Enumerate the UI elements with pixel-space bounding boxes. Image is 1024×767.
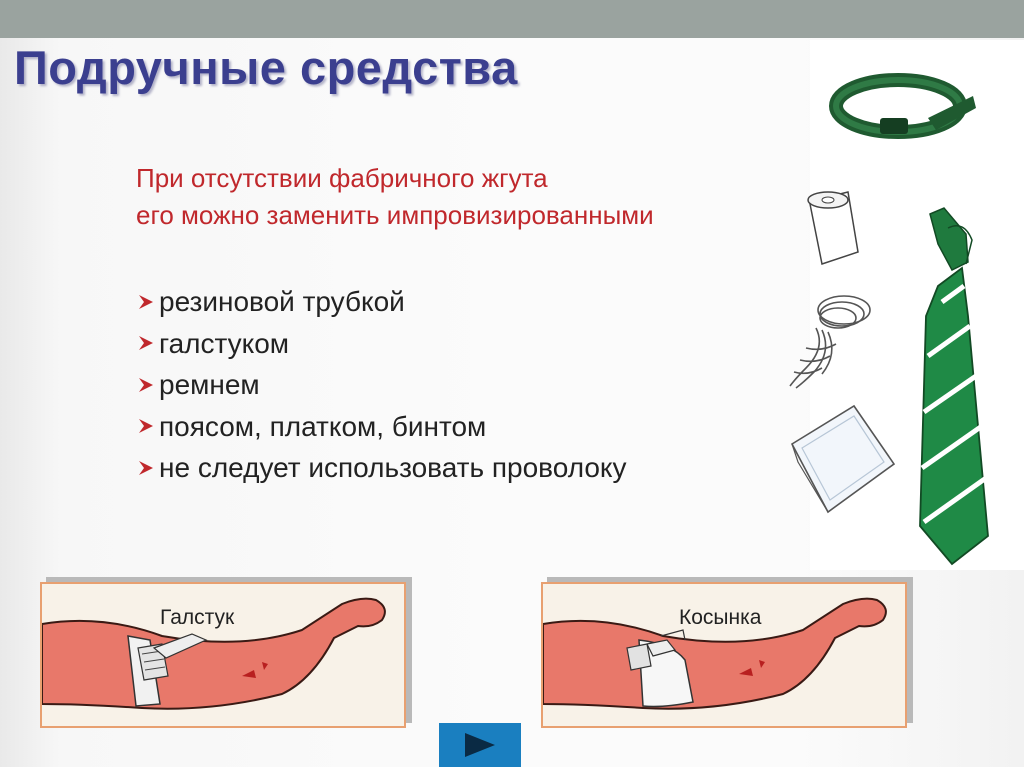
top-bar [0,0,1024,38]
bullet-text: поясом, платком, бинтом [159,410,487,442]
arrow-bullet-icon [136,292,156,312]
bullet-item [136,447,626,489]
arrow-bullet-icon [136,333,156,353]
tie-illustration [908,206,994,566]
photo-tie-tourniquet [40,582,406,728]
intro-line-1: При отсутствии фабричного жгута [136,163,548,193]
slide-title: Подручные средства [14,41,518,94]
bullet-item [136,323,626,365]
handkerchief-illustration [788,400,898,520]
photo-label: Косынка [679,606,762,629]
bullet-item [136,281,626,323]
intro-text [136,160,654,234]
bullet-text: резиновой трубкой [159,286,405,317]
rope-illustration [786,288,886,392]
photo-kerchief-tourniquet [541,582,907,728]
photo-label: Галстук [160,606,235,629]
bullet-item [136,406,626,448]
bullet-text: галстуком [159,327,290,359]
rubber-tube-illustration [800,186,862,268]
arrow-bullet-icon [136,458,156,478]
bullet-text: ремнем [159,369,260,400]
intro-line-2: его можно заменить импровизированными [136,200,654,230]
next-slide-button[interactable] [439,723,521,767]
play-next-icon [463,732,497,758]
arrow-bullet-icon [136,416,156,436]
arrow-bullet-icon [136,375,156,395]
bullet-text: не следует использовать проволоку [159,452,627,483]
bullet-item [136,364,626,406]
belt-illustration [828,66,978,156]
bullet-list [136,281,626,489]
